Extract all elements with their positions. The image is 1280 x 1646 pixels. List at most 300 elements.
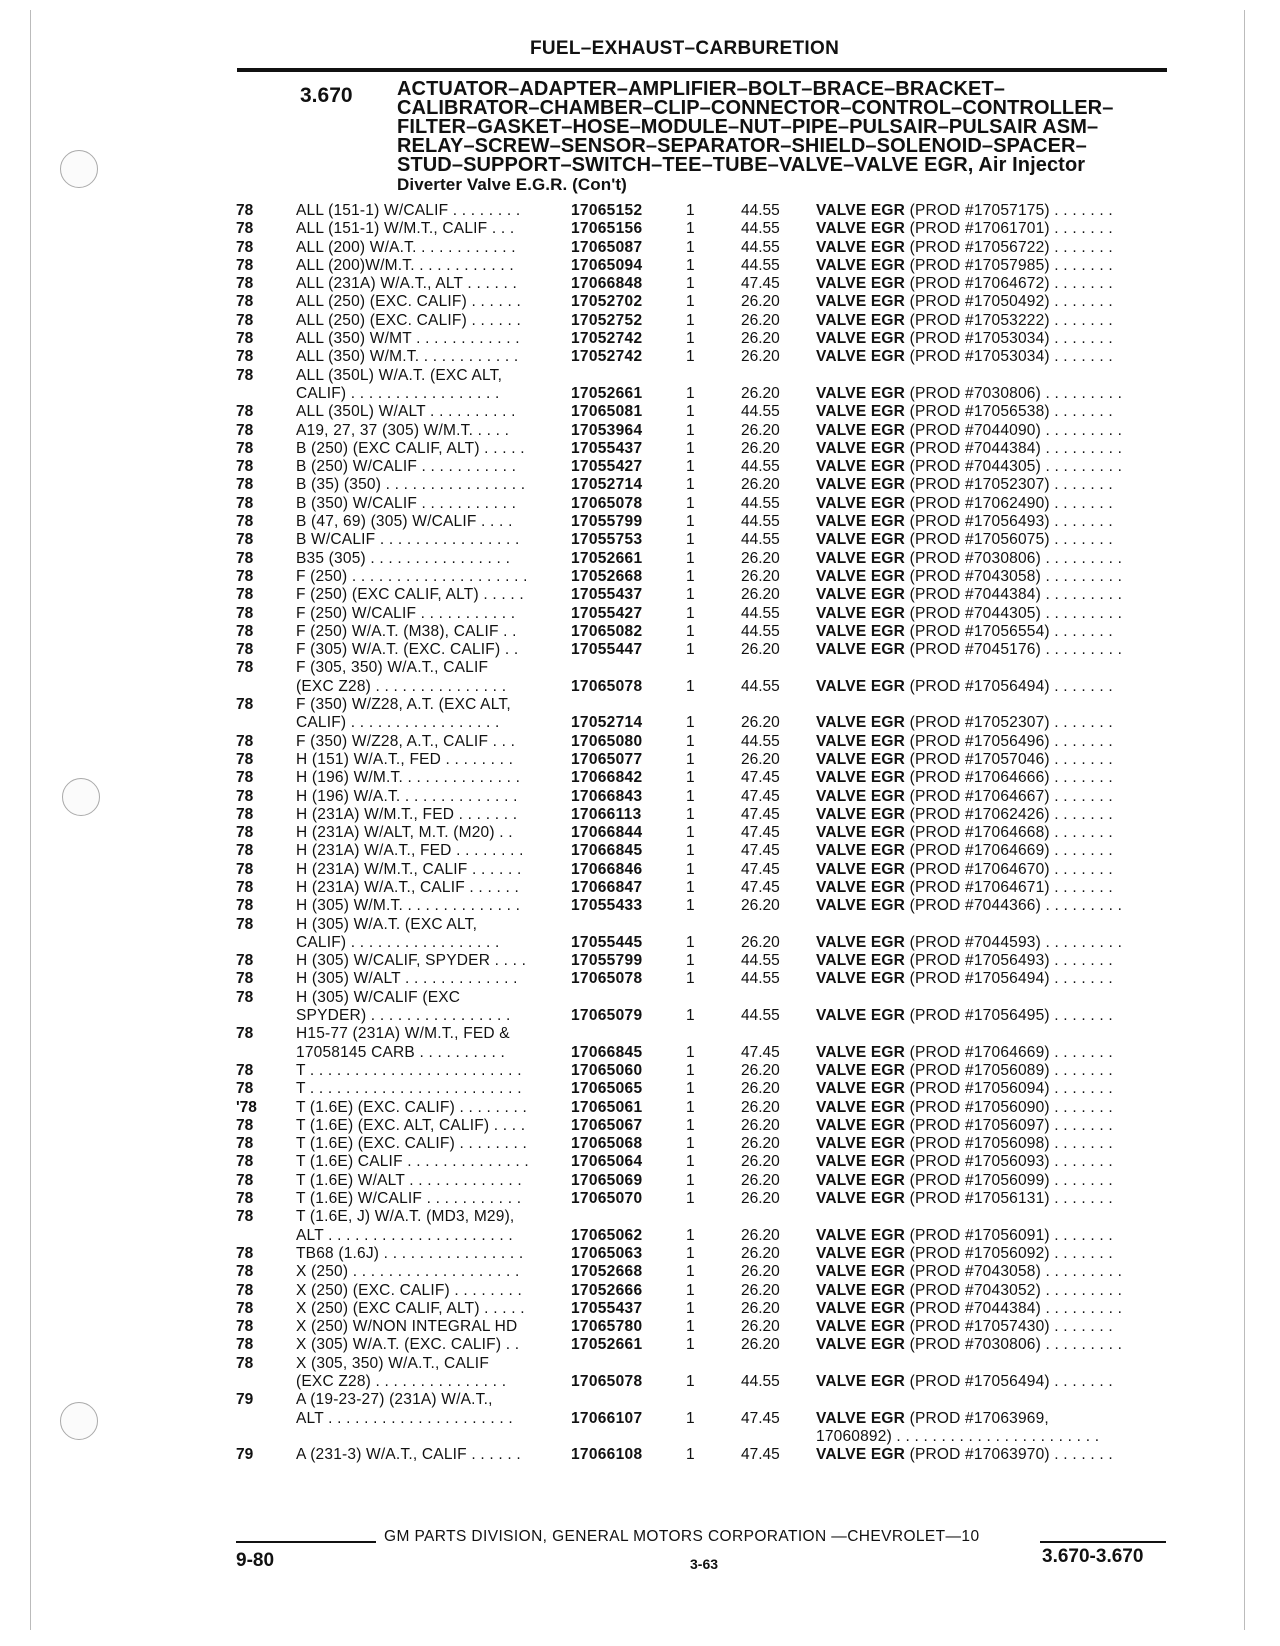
application-description: ALL (350L) W/ALT . . . . . . . . . . [296,403,516,421]
part-name-label: VALVE EGR [816,1043,906,1061]
part-number: 17055753 [571,531,643,549]
quantity: 1 [686,439,695,457]
table-row [236,275,1186,293]
part-name [816,1428,1186,1446]
application-description: ALL (200)W/M.T. . . . . . . . . . . . [296,256,514,274]
application-description: H (231A) W/A.T., CALIF . . . . . . [296,878,519,896]
application-description: ALL (350L) W/A.T. (EXC ALT, [296,366,503,384]
part-name-label: VALVE EGR [816,604,906,622]
quantity: 1 [686,1263,695,1281]
model-year: 78 [236,1299,254,1317]
table-row [236,1373,1186,1391]
model-year: 78 [236,641,254,659]
part-number: 17066842 [571,769,643,787]
table-row [236,1410,1186,1428]
table-row [236,531,1186,549]
part-name [816,275,1186,293]
prod-reference: (PROD #7030806) . . . . . . . . . [909,549,1123,567]
part-name [816,970,1186,988]
part-name-label: VALVE EGR [816,897,906,915]
quantity: 1 [686,494,695,512]
model-year: 78 [236,824,254,842]
list-price: 26.20 [741,1098,780,1116]
quantity: 1 [686,348,695,366]
part-name [816,714,1186,732]
prod-reference: (PROD #17063970) . . . . . . . [909,1446,1113,1464]
prod-reference: (PROD #7044090) . . . . . . . . . [909,421,1123,439]
part-name [816,641,1186,659]
list-price: 44.55 [741,604,780,622]
part-name [816,1263,1186,1281]
model-year: 78 [236,659,254,677]
quantity: 1 [686,330,695,348]
quantity: 1 [686,677,695,695]
binder-hole-middle [62,778,100,816]
quantity: 1 [686,1153,695,1171]
quantity: 1 [686,311,695,329]
part-name [816,348,1186,366]
part-name [816,1227,1186,1245]
application-description: T (1.6E) (EXC. ALT, CALIF) . . . . [296,1116,526,1134]
part-name [816,513,1186,531]
part-name [816,1153,1186,1171]
list-price: 47.45 [741,1409,780,1427]
quantity: 1 [686,513,695,531]
part-number: 17066113 [571,805,642,823]
model-year: 78 [236,897,254,915]
list-price: 26.20 [741,384,780,402]
table-row [236,220,1186,238]
part-name-label: VALVE EGR [816,476,906,494]
part-number: 17065080 [571,732,643,750]
prod-reference: (PROD #7043052) . . . . . . . . . [909,1281,1123,1299]
prod-reference: (PROD #17056538) . . . . . . . [909,403,1113,421]
part-name [816,934,1186,952]
model-year: 79 [236,1446,254,1464]
list-price: 26.20 [741,750,780,768]
quantity: 1 [686,1336,695,1354]
list-price: 26.20 [741,567,780,585]
part-name-label: VALVE EGR [816,805,906,823]
part-name [816,1190,1186,1208]
footer-group-range: 3.670-3.670 [1042,1546,1144,1567]
part-number: 17052742 [571,330,643,348]
part-number: 17055427 [571,604,643,622]
footer-page-number: 3-63 [690,1556,719,1572]
list-price: 26.20 [741,311,780,329]
list-price: 44.55 [741,202,780,219]
part-number: 17065063 [571,1244,643,1262]
list-price: 44.55 [741,494,780,512]
part-name [816,403,1186,421]
part-name [816,879,1186,897]
part-name-label: VALVE EGR [816,1263,906,1281]
prod-reference: (PROD #17053222) . . . . . . . [909,311,1113,329]
list-price: 44.55 [741,970,780,988]
part-name-label: VALVE EGR [816,330,906,348]
table-row [236,513,1186,531]
table-row [236,769,1186,787]
model-year: 79 [236,1391,254,1409]
list-price: 47.45 [741,824,780,842]
part-name-label: VALVE EGR [816,1336,906,1354]
prod-reference: (PROD #7044305) . . . . . . . . . [909,604,1123,622]
part-name [816,605,1186,623]
part-name [816,623,1186,641]
part-name [816,531,1186,549]
application-description: H (305) W/ALT . . . . . . . . . . . . . [296,970,518,988]
part-number: 17055799 [571,952,643,970]
prod-reference: (PROD #17056494) . . . . . . . [909,970,1113,988]
part-name [816,458,1186,476]
table-row [236,1355,1186,1373]
quantity: 1 [686,842,695,860]
quantity: 1 [686,1446,695,1464]
prod-reference: (PROD #17064668) . . . . . . . [909,824,1113,842]
quantity: 1 [686,1244,695,1262]
part-number: 17065069 [571,1171,643,1189]
prod-reference: (PROD #17056099) . . . . . . . [909,1171,1113,1189]
prod-reference: (PROD #17056090) . . . . . . . [909,1098,1113,1116]
prod-reference: (PROD #17056493) . . . . . . . [909,952,1113,970]
model-year: 78 [236,1025,254,1043]
table-row [236,696,1186,714]
quantity: 1 [686,458,695,476]
application-description: F (350) W/Z28, A.T. (EXC ALT, [296,696,511,714]
application-description: B (35) (350) . . . . . . . . . . . . . . . . [296,476,526,494]
application-description: ALL (350) W/MT . . . . . . . . . . . . [296,330,520,348]
application-description: H (231A) W/M.T., FED . . . . . . . [296,805,518,823]
list-price: 26.20 [741,1244,780,1262]
model-year: 78 [236,970,254,988]
quantity: 1 [686,769,695,787]
part-name [816,733,1186,751]
part-number: 17066846 [571,860,643,878]
table-row [236,1007,1186,1025]
table-row [236,1263,1186,1281]
group-number: 3.670 [300,84,353,107]
quantity: 1 [686,714,695,732]
table-row [236,495,1186,513]
application-description: H (305) W/CALIF (EXC [296,988,461,1006]
table-row [236,367,1186,385]
quantity: 1 [686,293,695,311]
prod-reference: (PROD #17056131) . . . . . . . [909,1190,1113,1208]
part-name-label: VALVE EGR [816,1007,906,1025]
table-row [236,934,1186,952]
application-description: F (250) W/A.T. (M38), CALIF . . [296,622,517,640]
part-number: 17052668 [571,1263,643,1281]
part-name-label: VALVE EGR [816,1098,906,1116]
table-row [236,952,1186,970]
application-description: X (250) W/NON INTEGRAL HD [296,1318,518,1336]
part-number: 17065064 [571,1153,643,1171]
model-year: 78 [236,1080,254,1098]
prod-reference: (PROD #7030806) . . . . . . . . . [909,384,1123,402]
prod-reference: (PROD #17064671) . . . . . . . [909,878,1113,896]
part-name [816,1245,1186,1263]
model-year: 78 [236,421,254,439]
prod-reference: (PROD #7044366) . . . . . . . . . [909,897,1123,915]
part-name [816,550,1186,568]
part-number: 17055437 [571,439,643,457]
quantity: 1 [686,256,695,274]
table-row [236,1135,1186,1153]
part-number: 17052702 [571,293,643,311]
quantity: 1 [686,878,695,896]
table-row [236,1227,1186,1245]
prod-reference: (PROD #17057985) . . . . . . . [909,256,1113,274]
part-name-label: VALVE EGR [816,549,906,567]
quantity: 1 [686,1226,695,1244]
prod-reference: (PROD #7044384) . . . . . . . . . [909,1299,1123,1317]
part-name-label: VALVE EGR [816,421,906,439]
part-name [816,1336,1186,1354]
model-year: 78 [236,1061,254,1079]
quantity: 1 [686,824,695,842]
part-name [816,842,1186,860]
application-description: X (250) (EXC. CALIF) . . . . . . . . [296,1281,522,1299]
application-description: B (47, 69) (305) W/CALIF . . . . [296,513,513,531]
table-row [236,970,1186,988]
model-year: 78 [236,732,254,750]
list-price: 47.45 [741,787,780,805]
prod-reference: (PROD #17056094) . . . . . . . [909,1080,1113,1098]
part-name [816,751,1186,769]
model-year: 78 [236,1190,254,1208]
part-name [816,1117,1186,1135]
quantity: 1 [686,787,695,805]
prod-reference: (PROD #17064667) . . . . . . . [909,787,1113,805]
application-description: H (196) W/M.T. . . . . . . . . . . . . . [296,769,521,787]
part-name-label: VALVE EGR [816,677,906,695]
part-name-label: VALVE EGR [816,787,906,805]
prod-reference: (PROD #17056075) . . . . . . . [909,531,1113,549]
quantity: 1 [686,1116,695,1134]
model-year: 78 [236,202,254,219]
table-row [236,824,1186,842]
application-description: TB68 (1.6J) . . . . . . . . . . . . . . . . [296,1244,524,1262]
model-year: 78 [236,696,254,714]
part-name [816,769,1186,787]
group-title-line: ACTUATOR–ADAPTER–AMPLIFIER–BOLT–BRACE–BRACKET– [397,78,1005,100]
model-year: 78 [236,604,254,622]
part-name-label: VALVE EGR [816,1244,906,1262]
table-row [236,659,1186,677]
prod-reference: (PROD #17052307) . . . . . . . [909,476,1113,494]
prod-reference: (PROD #7044305) . . . . . . . . . [909,458,1123,476]
application-description: CALIF) . . . . . . . . . . . . . . . . . [296,384,500,402]
application-description: SPYDER) . . . . . . . . . . . . . . . . [296,1007,511,1025]
part-name [816,1080,1186,1098]
prod-reference: (PROD #17062426) . . . . . . . [909,805,1113,823]
part-name [816,1044,1186,1062]
application-description: H (151) W/A.T., FED . . . . . . . . [296,750,514,768]
prod-reference: (PROD #17053034) . . . . . . . [909,348,1113,366]
application-description: T (1.6E) CALIF . . . . . . . . . . . . . . [296,1153,529,1171]
part-name [816,440,1186,458]
application-description: T (1.6E) (EXC. CALIF) . . . . . . . . [296,1098,528,1116]
model-year: 78 [236,750,254,768]
prod-reference: (PROD #17062490) . . . . . . . [909,494,1113,512]
application-description: T (1.6E) W/ALT . . . . . . . . . . . . . [296,1171,522,1189]
part-name [816,788,1186,806]
prod-reference: (PROD #7043058) . . . . . . . . . [909,1263,1123,1281]
application-description: (EXC Z28) . . . . . . . . . . . . . . . [296,677,507,695]
footer-publisher: GM PARTS DIVISION, GENERAL MOTORS CORPORATION —CHEVROLET—10 [384,1528,980,1545]
prod-reference: (PROD #17064670) . . . . . . . [909,860,1113,878]
model-year: 78 [236,622,254,640]
part-name [816,897,1186,915]
footer-rule-right [1040,1541,1166,1543]
prod-reference: (PROD #17056093) . . . . . . . [909,1153,1113,1171]
list-price: 47.45 [741,1446,780,1464]
part-number: 17052742 [571,348,643,366]
part-name [816,824,1186,842]
list-price: 44.55 [741,220,780,238]
part-name [816,1282,1186,1300]
part-number: 17053964 [571,421,643,439]
part-name-label: VALVE EGR [816,1080,906,1098]
part-name-label: VALVE EGR [816,494,906,512]
part-number: 17052666 [571,1281,643,1299]
quantity: 1 [686,604,695,622]
table-row [236,1300,1186,1318]
table-row [236,293,1186,311]
model-year: 78 [236,531,254,549]
table-row [236,1282,1186,1300]
part-number: 17055433 [571,897,643,915]
model-year: 78 [236,842,254,860]
footer-rule-left [236,1541,376,1543]
part-number: 17052668 [571,567,643,585]
application-description: ALT . . . . . . . . . . . . . . . . . . . . . [296,1409,513,1427]
prod-reference: (PROD #17057046) . . . . . . . [909,750,1113,768]
list-price: 26.20 [741,1171,780,1189]
part-name-label: VALVE EGR [816,238,906,256]
list-price: 44.55 [741,732,780,750]
part-number: 17065065 [571,1080,643,1098]
part-name [816,385,1186,403]
part-name-label: VALVE EGR [816,750,906,768]
table-row [236,1044,1186,1062]
quantity: 1 [686,275,695,293]
model-year: 78 [236,1208,254,1226]
part-name-label: VALVE EGR [816,220,906,238]
quantity: 1 [686,970,695,988]
part-name-label: VALVE EGR [816,384,906,402]
list-price: 26.20 [741,1061,780,1079]
application-description: F (250) (EXC CALIF, ALT) . . . . . [296,586,524,604]
model-year: 78 [236,952,254,970]
table-row [236,312,1186,330]
application-description: X (305) W/A.T. (EXC. CALIF) . . [296,1336,520,1354]
part-number: 17066845 [571,1043,643,1061]
part-name-label: VALVE EGR [816,1171,906,1189]
model-year: 78 [236,549,254,567]
table-row [236,239,1186,257]
application-description: B35 (305) . . . . . . . . . . . . . . . . [296,549,511,567]
list-price: 26.20 [741,1135,780,1153]
quantity: 1 [686,732,695,750]
prod-reference: (PROD #7045176) . . . . . . . . . [909,641,1123,659]
part-name-label: VALVE EGR [816,1153,906,1171]
part-name [816,1373,1186,1391]
part-name-label: VALVE EGR [816,439,906,457]
part-number: 17065068 [571,1135,643,1153]
prod-reference: (PROD #17056554) . . . . . . . [909,622,1113,640]
model-year: 78 [236,238,254,256]
part-name [816,422,1186,440]
quantity: 1 [686,1299,695,1317]
list-price: 44.55 [741,458,780,476]
table-row [236,879,1186,897]
part-number: 17065070 [571,1190,643,1208]
quantity: 1 [686,1190,695,1208]
part-name-label: VALVE EGR [816,842,906,860]
part-number: 17055437 [571,586,643,604]
application-description: H (305) W/A.T. (EXC ALT, [296,915,478,933]
application-description: T . . . . . . . . . . . . . . . . . . . . . . . . [296,1061,522,1079]
table-row [236,1318,1186,1336]
list-price: 26.20 [741,1190,780,1208]
model-year: 78 [236,878,254,896]
list-price: 26.20 [741,330,780,348]
part-name [816,293,1186,311]
group-title-tail: Diverter Valve E.G.R. (Con't) [397,175,627,194]
part-name-label: VALVE EGR [816,458,906,476]
part-name [816,202,1186,220]
model-year: 78 [236,1318,254,1336]
part-number: 17065156 [571,220,643,238]
table-row [236,897,1186,915]
application-description: ALL (250) (EXC. CALIF) . . . . . . [296,311,522,329]
part-number: 17055799 [571,513,643,531]
part-name [816,1446,1186,1464]
group-title-line: STUD–SUPPORT–SWITCH–TEE–TUBE–VALVE–VALVE EGR, Air Injector [397,154,1086,176]
table-row [236,1099,1186,1117]
list-price: 26.20 [741,1116,780,1134]
table-row [236,1446,1186,1464]
part-number: 17065082 [571,622,643,640]
quantity: 1 [686,403,695,421]
quantity: 1 [686,586,695,604]
prod-reference: (PROD #7044593) . . . . . . . . . [909,933,1123,951]
prod-reference: (PROD #7030806) . . . . . . . . . [909,1336,1123,1354]
part-name-label: VALVE EGR [816,1446,906,1464]
application-description: B (350) W/CALIF . . . . . . . . . . . [296,494,517,512]
model-year: 78 [236,915,254,933]
application-description: F (250) . . . . . . . . . . . . . . . . . . . . [296,567,528,585]
list-price: 26.20 [741,348,780,366]
prod-reference: (PROD #17057175) . . . . . . . [909,202,1113,219]
table-row [236,842,1186,860]
table-row [236,678,1186,696]
table-row [236,1428,1186,1446]
application-description: T (1.6E) W/CALIF . . . . . . . . . . . [296,1190,522,1208]
part-number: 17066107 [571,1409,643,1427]
part-name-label: VALVE EGR [816,1135,906,1153]
model-year: 78 [236,1354,254,1372]
prod-reference: (PROD #7043058) . . . . . . . . . [909,567,1123,585]
table-row [236,586,1186,604]
part-number: 17065061 [571,1098,643,1116]
application-description: A19, 27, 37 (305) W/M.T. . . . . [296,421,510,439]
list-price: 26.20 [741,933,780,951]
quantity: 1 [686,549,695,567]
list-price: 26.20 [741,1226,780,1244]
model-year: 78 [236,366,254,384]
